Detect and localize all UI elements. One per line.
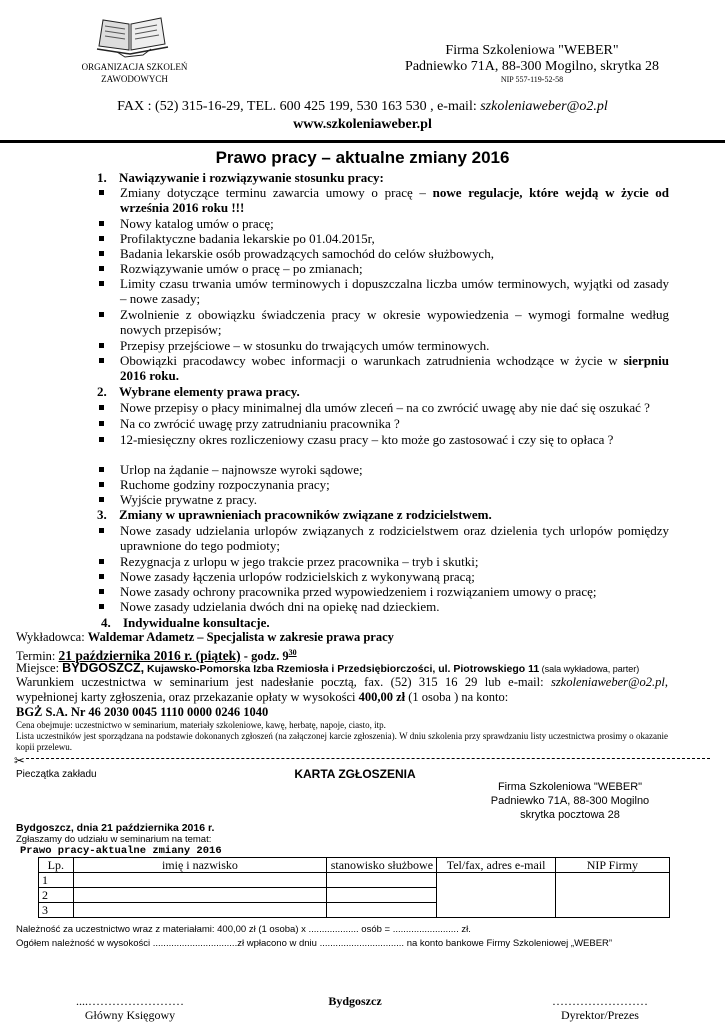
term-date: 21 października 2016 r. (piątek) (58, 648, 241, 664)
section-1-number: 1. (97, 170, 107, 185)
bullet-icon (99, 236, 104, 241)
list-item (103, 569, 669, 584)
bullet-icon (99, 574, 104, 579)
section-2-number: 2. (97, 384, 107, 399)
position-cell-input[interactable] (327, 873, 437, 888)
bullet-icon (99, 497, 104, 502)
column-header-name: imię i nazwisko (73, 858, 327, 873)
signature-city: Bydgoszcz (328, 994, 382, 1008)
bank-account: BGŻ S.A. Nr 46 2030 0045 1110 0000 0246 1040 (16, 705, 269, 719)
card-topic: Prawo pracy-aktualne zmiany 2016 (20, 845, 222, 857)
list-item-text: Na co zwrócić uwagę przy zatrudnianiu pracownika ? (120, 416, 400, 431)
list-item (103, 492, 669, 507)
total-line: Ogółem należność w wysokości ................................zł wpłacono w dniu ................................ na konto bankowe Firmy Szkoleniowej „WEBER” (16, 938, 613, 949)
list-item-text: Nowe zasady ochrony pracownika przed wypowiedzeniem i rozwiązaniem umowy o pracę; (120, 584, 597, 599)
list-item-emphasis: nowe regulacje, które wejdą w życie od września 2016 roku !!! (120, 185, 669, 215)
signature-chief-accountant (60, 994, 200, 1022)
registration-email-link[interactable]: szkoleniaweber@o2.pl (550, 675, 665, 689)
card-address-line1: Firma Szkoleniowa "WEBER" (497, 781, 643, 793)
bullet-icon (99, 221, 104, 226)
list-item-text: Zmiany dotyczące terminu zawarcia umowy o pracę – (120, 185, 433, 200)
cut-line (16, 758, 710, 759)
section-4-title: Indywidualne konsultacje. (123, 615, 270, 630)
list-item-text: Badania lekarskie osób prowadzących samochód do celów służbowych, (120, 246, 494, 261)
section-1-heading (97, 170, 384, 185)
bullet-icon (99, 604, 104, 609)
list-item-text: Limity czasu trwania umów terminowych i dopuszczalna liczba umów terminowych, wyjątki od zasady – nowe zasady; (120, 276, 669, 306)
list-item (103, 432, 669, 447)
list-item-text: Ruchome godziny rozpoczynania pracy; (120, 477, 330, 492)
contact-line (30, 98, 695, 115)
place-label: Miejsce: (16, 661, 63, 675)
row-number: 3 (39, 903, 74, 918)
book-logo-icon (95, 16, 170, 58)
bullet-icon (99, 266, 104, 271)
term-label: Termin: (16, 649, 59, 664)
list-item-text: Zwolnienie z obowiązku świadczenia pracy w okresie wypowiedzenia – wymogi formalne według nowych przepisów; (120, 307, 669, 337)
bullet-icon (99, 467, 104, 472)
list-item-text: Rezygnacja z urlopu w jego trakcie przez pracownika – tryb i skutki; (120, 554, 479, 569)
list-item (103, 185, 669, 215)
section-1-title: Nawiązywanie i rozwiązywanie stosunku pracy: (119, 170, 384, 185)
section-2-title: Wybrane elementy prawa pracy. (119, 384, 300, 399)
term-hour-minutes: 30 (288, 648, 297, 657)
participants-note: Lista uczestników jest sporządzana na podstawie dokonanych zgłoszeń (na załączonej karcie zgłoszenia). W dniu szkolenia przy sprawdzaniu listy uczestnictwa prosimy o okazanie kopii przelewu. (16, 731, 668, 752)
signature-label: Dyrektor/Prezes (561, 1008, 639, 1022)
list-item-text: Rozwiązywanie umów o pracę – po zmianach; (120, 261, 363, 276)
bullet-icon (99, 437, 104, 442)
position-cell-input[interactable] (327, 888, 437, 903)
list-item (103, 584, 669, 599)
card-address-line3: skrytka pocztowa 28 (520, 809, 620, 821)
section-4-heading (101, 615, 270, 630)
section-4-number: 4. (101, 615, 111, 630)
column-header-contact: Tel/fax, adres e-mail (437, 858, 555, 873)
list-item-text: Nowe zasady udzielania dwóch dni na opiekę nad dzieckiem. (120, 599, 440, 614)
org-name-line2: ZAWODOWYCH (101, 74, 168, 84)
firm-name: Firma Szkoleniowa "WEBER" (445, 43, 619, 58)
nip-cell-input[interactable] (555, 873, 669, 918)
column-header-nip: NIP Firmy (555, 858, 669, 873)
list-item (103, 462, 669, 477)
table-row (39, 873, 670, 888)
name-cell-input[interactable] (73, 888, 327, 903)
firm-address: Padniewko 71A, 88-300 Mogilno, skrytka 28 (405, 59, 659, 74)
signature-label: Główny Księgowy (84, 1008, 176, 1022)
bullet-icon (99, 190, 104, 195)
list-item-text: Urlop na żądanie – najnowsze wyroki sądowe; (120, 462, 363, 477)
list-item (103, 400, 669, 415)
position-cell-input[interactable] (327, 903, 437, 918)
card-declaration: Zgłaszamy do udziału w seminarium na temat: (16, 834, 212, 845)
column-header-position: stanowisko służbowe (327, 858, 437, 873)
list-item (103, 216, 669, 231)
bullet-icon (99, 528, 104, 533)
bullet-icon (99, 358, 104, 363)
card-place-date: Bydgoszcz, dnia 21 października 2016 r. (16, 822, 215, 834)
section-3-title: Zmiany w uprawnieniach pracowników związane z rodzicielstwem. (119, 507, 492, 522)
document-title: Prawo pracy – aktualne zmiany 2016 (215, 148, 510, 167)
card-title: KARTA ZGŁOSZENIA (294, 767, 416, 781)
list-item-text: Nowe przepisy o płacy minimalnej dla umów zleceń – na co zwrócić uwagę aby nie dać się oszukać ? (120, 400, 650, 415)
list-item (103, 307, 669, 337)
signature-director (530, 994, 670, 1022)
list-item-text: Nowy katalog umów o pracę; (120, 216, 274, 231)
list-item-text: 12-miesięczny okres rozliczeniowy czasu pracy – kto może go zastosować i czy się to opłaca ? (120, 432, 614, 447)
section-3-number: 3. (97, 507, 107, 522)
registration-text: Warunkiem uczestnictwa w seminarium jest nadesłanie pocztą, fax. (52) 315 16 29 lub e-mail: (16, 675, 551, 689)
list-item (103, 554, 669, 569)
bullet-icon (99, 312, 104, 317)
list-item (103, 338, 669, 353)
column-header-lp: Lp. (39, 858, 74, 873)
scissors-icon: ✂ (14, 753, 25, 768)
firm-block (392, 43, 672, 85)
name-cell-input[interactable] (73, 873, 327, 888)
bullet-icon (99, 589, 104, 594)
contact-cell-input[interactable] (437, 873, 555, 918)
org-name (72, 61, 197, 85)
list-item (103, 261, 669, 276)
price-includes-note: Cena obejmuje: uczestnictwo w seminarium, materiały szkoleniowe, kawę, herbatę, napoje, ciasto, itp. (16, 720, 386, 730)
section-3-heading (97, 507, 492, 522)
registration-text-2: , wypełnionej karty zgłoszenia, oraz przekazanie opłaty w wysokości (16, 675, 668, 704)
lecturer-line (16, 630, 668, 645)
bullet-icon (99, 482, 104, 487)
place-city: BYDGOSZCZ, (62, 661, 145, 675)
list-item (103, 231, 669, 246)
bullet-icon (99, 251, 104, 256)
registration-table (38, 857, 670, 918)
org-name-line1: ORGANIZACJA SZKOLEŃ (81, 62, 188, 72)
list-item-text: Profilaktyczne badania lekarskie po 01.04.2015r, (120, 231, 375, 246)
registration-paragraph (16, 675, 668, 705)
bullet-icon (99, 559, 104, 564)
table-header-row (39, 858, 670, 873)
row-number: 2 (39, 888, 74, 903)
list-item-text: Przepisy przejściowe – w stosunku do trwających umów terminowych. (120, 338, 490, 353)
signature-line[interactable]: ....…………………… (76, 994, 184, 1008)
row-number: 1 (39, 873, 74, 888)
list-item-emphasis: sierpniu 2016 roku. (120, 353, 669, 383)
contact-email-link[interactable]: szkoleniaweber@o2.pl (480, 99, 608, 114)
list-item (103, 276, 669, 306)
list-item-text: Nowe zasady łączenia urlopów rodzicielskich z wykonywaną pracą; (120, 569, 475, 584)
list-item-text: Wyjście prywatne z pracy. (120, 492, 257, 507)
bullet-icon (99, 343, 104, 348)
list-item (103, 523, 669, 553)
list-item (103, 477, 669, 492)
lecturer-name: Waldemar Adametz – Specjalista w zakresie prawa pracy (87, 630, 394, 644)
list-item (103, 246, 669, 261)
list-item (103, 353, 669, 383)
bullet-icon (99, 405, 104, 410)
firm-nip: NIP 557-119-52-58 (500, 75, 564, 84)
place-venue: Kujawsko-Pomorska Izba Rzemiosła i Przedsiębiorczości, ul. Piotrowskiego 11 (144, 663, 540, 675)
list-item (103, 416, 669, 431)
registration-text-3: (1 osoba ) na konto: (405, 690, 509, 704)
contact-fax-tel: FAX : (52) 315-16-29, TEL. 600 425 199, 530 163 530 , e-mail: (117, 99, 481, 114)
card-address (470, 780, 670, 822)
stamp-label: Pieczątka zakładu (16, 769, 97, 780)
place-note: (sala wykładowa, parter) (539, 664, 640, 674)
bullet-icon (99, 421, 104, 426)
bullet-icon (99, 281, 104, 286)
header-divider (0, 140, 725, 143)
list-item (103, 599, 669, 614)
term-hour: - godz. 9 (240, 649, 289, 664)
website-link[interactable]: www.szkoleniaweber.pl (293, 117, 432, 132)
signature-line[interactable]: …………………… (552, 994, 648, 1008)
list-item-text: Nowe zasady udzielania urlopów związanych z rodzicielstwem oraz dzielenia tych urlopów pomiędzy uprawnione do tego podmioty; (120, 523, 669, 553)
name-cell-input[interactable] (73, 903, 327, 918)
registration-price: 400,00 zł (358, 690, 406, 704)
card-address-line2: Padniewko 71A, 88-300 Mogilno (490, 795, 650, 807)
list-item-text: Obowiązki pracodawcy wobec informacji o warunkach zatrudnienia wchodzące w życie w (120, 353, 624, 368)
section-2-heading (97, 384, 300, 399)
fee-line: Należność za uczestnictwo wraz z materiałami: 400,00 zł (1 osoba) x ................... osób = ......................... zł. (16, 924, 471, 935)
lecturer-label: Wykładowca: (16, 630, 88, 644)
